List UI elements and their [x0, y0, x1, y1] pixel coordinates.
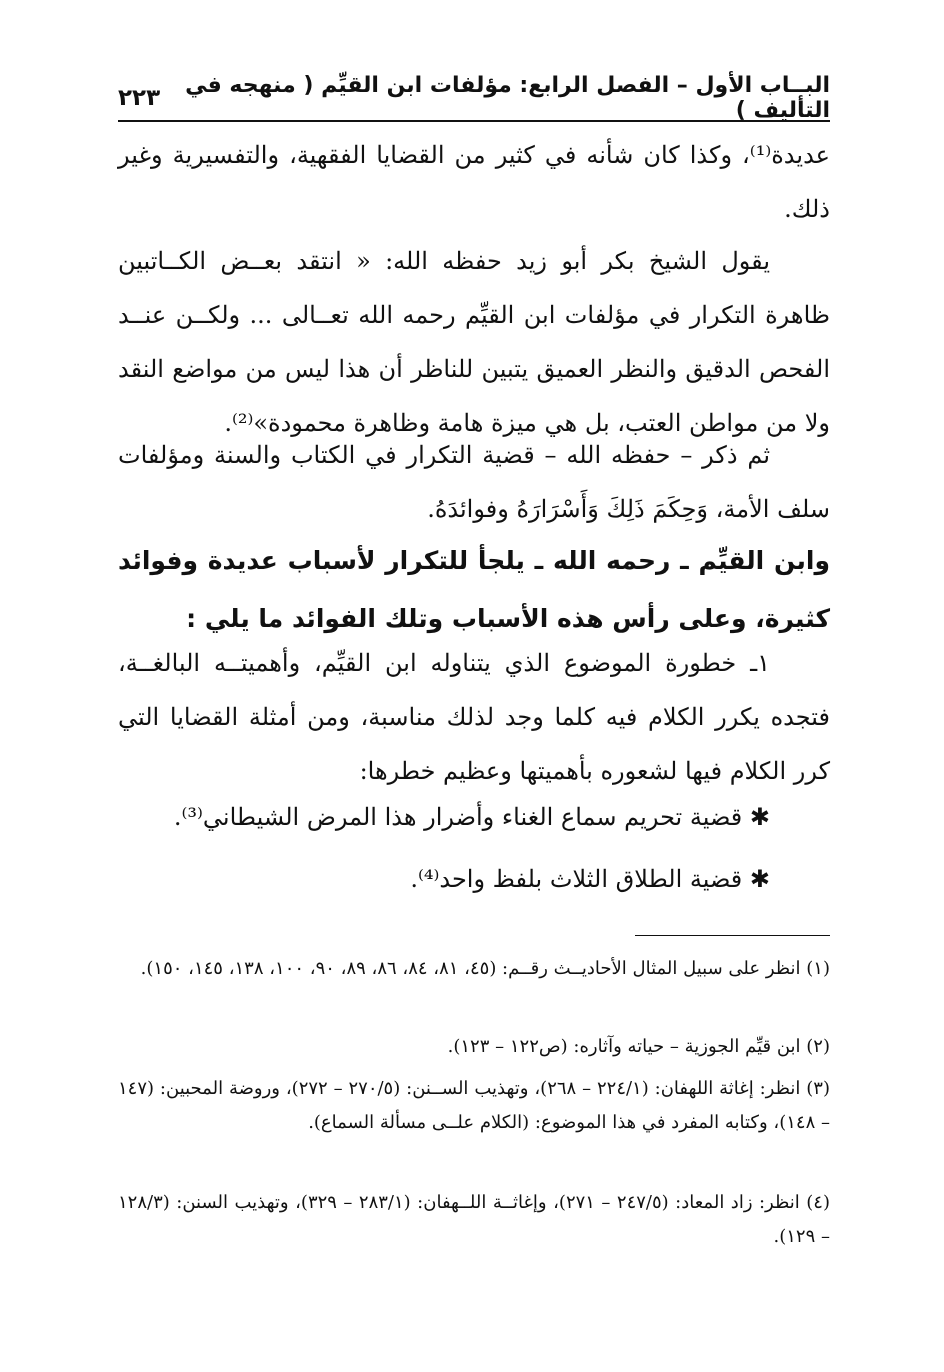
footnote-2: (٢) ابن قيِّم الجوزية – حياته وآثاره: (ص١٢٢ – ١٢٣). — [447, 1036, 830, 1057]
paragraph-mention: ثم ذكر – حفظه الله – قضية التكرار في الكتاب والسنة ومؤلفات سلف الأمة، وَحِكَمَ ذَلِكَ وَأَسْرَارَهُ وفوائدَهُ. — [118, 441, 830, 523]
footnote-rule — [635, 935, 830, 936]
bullet-item: ✱ قضية الطلاق الثلاث بلفظ واحد⁽⁴⁾. — [410, 865, 770, 893]
header-title: البــاب الأول – الفصل الرابع: مؤلفات ابن القيِّم ( منهجه في التأليف ) — [185, 73, 830, 123]
paragraph-point-1: ١ـ خطورة الموضوع الذي يتناوله ابن القيِّم، وأهميتــه البالغــة، فتجده يكرر الكلام فيه كلما وجد لذلك مناسبة، ومن أمثلة القضايا التي كرر الكلام فيها لشعوره بأهميتها وعظيم خطرها: — [118, 649, 830, 785]
footnote-4: (٤) انظر: زاد المعاد: (٢٤٧/٥ – ٢٧١)، وإغاثــة اللــهفان: (٢٨٣/١ – ٣٢٩)، وتهذيب السنن: (١٢٨/٣ – ١٢٩). — [118, 1192, 830, 1247]
page-number: ٢٢٣ — [118, 85, 161, 111]
footnote-3: (٣) انظر: إغاثة اللهفان: (٢٢٤/١ – ٢٦٨)، وتهذيب الســنن: (٢٧٠/٥ – ٢٧٢)، وروضة المحبين: (١٤٧ – ١٤٨)، وكتابه المفرد في هذا الموضوع: (الكلام علــى مسألة السماع). — [118, 1078, 830, 1133]
paragraph-bold-intro: وابن القيِّم ـ رحمه الله ـ يلجأ للتكرار لأسباب عديدة وفوائد كثيرة، وعلى رأس هذه الأسباب وتلك الفوائد ما يلي : — [118, 546, 830, 633]
header-rule — [118, 120, 830, 122]
footnote-1: (١) انظر على سبيل المثال الأحاديــث رقــم: (٤٥، ٨١، ٨٤، ٨٦، ٨٩، ٩٠، ١٠٠، ١٣٨، ١٤٥، ١٥٠). — [140, 958, 830, 979]
bullet-item: ✱ قضية تحريم سماع الغناء وأضرار هذا المرض الشيطاني⁽³⁾. — [173, 803, 770, 831]
paragraph-quote: يقول الشيخ بكر أبو زيد حفظه الله: « انتقد بعــض الكــاتبين ظاهرة التكرار في مؤلفات ابن القيِّم رحمه الله تعــالى ... ولكــن عنــد الفحص الدقيق والنظر العميق يتبين للناظر أن هذا ليس من مواضع النقد ولا من مواطن العتب، بل هي ميزة هامة وظاهرة محمودة»⁽²⁾. — [118, 247, 830, 437]
paragraph-continuation: عديدة⁽¹⁾، وكذا كان شأنه في كثير من القضايا الفقهية، والتفسيرية وغير ذلك. — [118, 141, 830, 223]
running-header — [118, 73, 830, 123]
